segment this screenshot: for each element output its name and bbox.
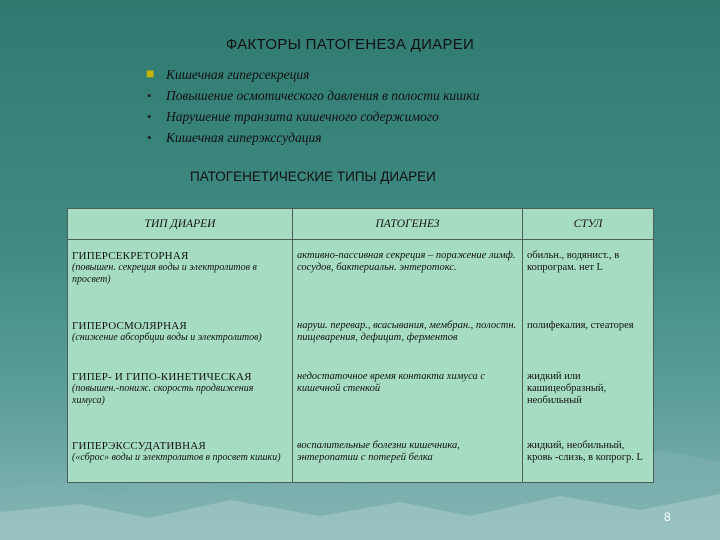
- bullet-icon: •: [147, 109, 152, 124]
- stool-cell: полифекалия, стеаторея: [523, 310, 654, 361]
- table-row: [68, 240, 654, 310]
- slide-title: ФАКТОРЫ ПАТОГЕНЕЗА ДИАРЕИ: [225, 36, 475, 53]
- type-name: ГИПЕРОСМОЛЯРНАЯ: [72, 319, 187, 332]
- factor-item: [146, 85, 479, 106]
- pathogenesis-cell: воспалительные болезни кишечника, энтеропатии с потерей белка: [293, 430, 523, 482]
- type-note: («сброс» воды и электролитов в просвет кишки): [72, 452, 281, 464]
- pathogenesis-cell: наруш. перевар., всасывания, мембран., полостн. пищеварения, дефицит, ферментов: [293, 310, 523, 361]
- pathogenesis-cell: активно-пассивная секреция – поражение лимф. сосудов, бактериальн. энтеротокс.: [293, 240, 523, 310]
- table-row: [68, 310, 654, 361]
- type-cell: [68, 240, 293, 310]
- square-bullet-icon: ■: [146, 67, 155, 82]
- column-header-stool: СТУЛ: [523, 209, 654, 240]
- type-cell: [68, 310, 293, 361]
- table-header-row: [68, 209, 654, 240]
- bullet-icon: •: [147, 130, 152, 145]
- column-header-type: ТИП ДИАРЕИ: [68, 209, 293, 240]
- type-cell: [68, 430, 293, 482]
- pathogenesis-cell: недостаточное время контакта химуса с кишечной стенкой: [293, 361, 523, 430]
- factor-label: Кишечная гиперсекреция: [166, 67, 310, 82]
- table-heading: ПАТОГЕНЕТИЧЕСКИЕ ТИПЫ ДИАРЕИ: [190, 169, 436, 184]
- factor-label: Нарушение транзита кишечного содержимого: [166, 109, 439, 124]
- factor-item: [146, 106, 479, 127]
- type-note: (повышен.-пониж. скорость продвижения химуса): [72, 382, 254, 406]
- factor-label: Повышение осмотического давления в полости кишки: [166, 88, 480, 103]
- stool-cell: жидкий, необильный, кровь -слизь, в копрогр. L: [523, 430, 654, 482]
- stool-cell: жидкий или кашицеобразный, необильный: [523, 361, 654, 430]
- factor-label: Кишечная гиперэкссудация: [166, 130, 322, 145]
- type-note: (снижение абсорбции воды и электролитов): [72, 331, 262, 343]
- stool-cell: обильн., водянист., в копрограм. нет L: [523, 240, 654, 310]
- table-row: [68, 361, 654, 430]
- type-name: ГИПЕР- И ГИПО-КИНЕТИЧЕСКАЯ: [72, 370, 252, 383]
- page-number: 8: [664, 510, 671, 524]
- factor-item: [146, 64, 479, 85]
- diarrhea-types-table: [67, 208, 654, 483]
- table-row: [68, 430, 654, 482]
- type-note: (повышен. секреция воды и электролитов в просвет): [72, 262, 257, 285]
- factor-list: [146, 64, 479, 148]
- type-cell: [68, 361, 293, 430]
- type-name: ГИПЕРЭКССУДАТИВНАЯ: [72, 440, 206, 453]
- type-name: ГИПЕРСЕКРЕТОРНАЯ: [72, 250, 189, 262]
- factor-item: [146, 127, 479, 148]
- bullet-icon: •: [147, 88, 152, 103]
- column-header-pathogenesis: ПАТОГЕНЕЗ: [293, 209, 523, 240]
